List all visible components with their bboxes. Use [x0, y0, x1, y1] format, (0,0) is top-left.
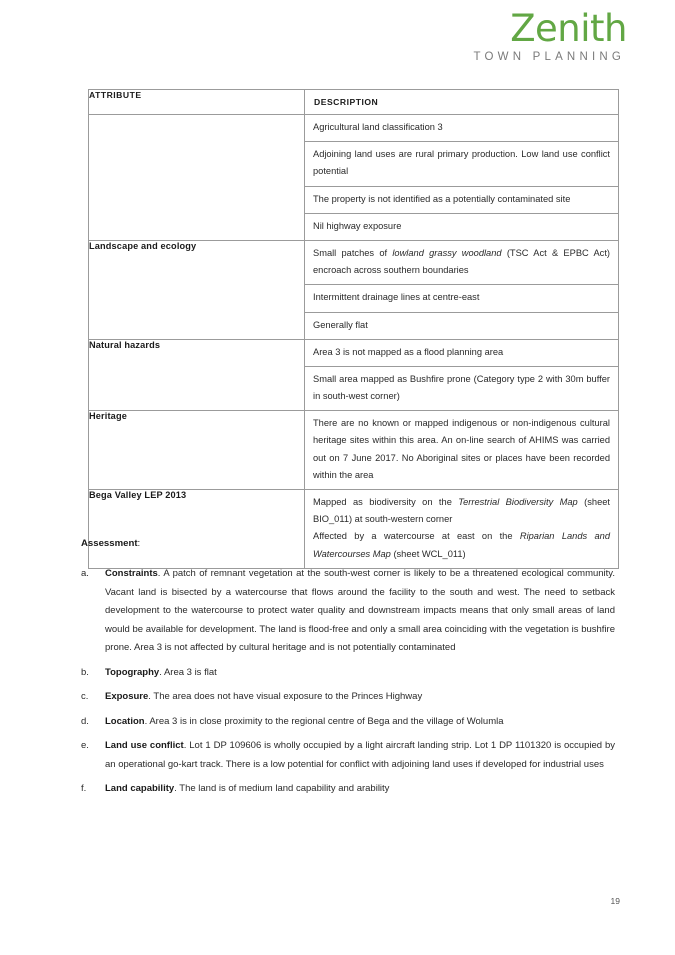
row-attribute-label: Landscape and ecology: [89, 240, 305, 339]
list-item-marker: b.: [81, 666, 89, 678]
table-row: [89, 115, 619, 241]
list-item-text: [105, 565, 615, 658]
list-item-label: Exposure: [105, 691, 149, 703]
list-item-body: . The area does not have visual exposure to the Princes Highway: [148, 691, 423, 703]
description-line: Small area mapped as Bushfire prone (Category type 2 with 30m buffer in south-west corner): [313, 373, 610, 402]
list-item-marker: d.: [81, 715, 89, 727]
row-description-cell: [305, 240, 619, 339]
row-attribute-label: Heritage: [89, 411, 305, 490]
attribute-description-table: [88, 89, 619, 569]
row-description-cell: [305, 411, 619, 490]
list-item-text: [105, 664, 615, 683]
row-attribute-label: Natural hazards: [89, 339, 305, 411]
assessment-heading-colon: :: [137, 538, 141, 549]
description-line: Generally flat: [313, 319, 368, 330]
description-line: There are no known or mapped indigenous or non-indigenous cultural heritage sites within this area. An on-line search of AHIMS was carried out on 7 June 2017. No Aboriginal sites or places have been recorded within the area: [313, 418, 610, 480]
table-row: [89, 339, 619, 411]
brand-logo: [473, 7, 627, 64]
column-header-description: DESCRIPTION: [305, 90, 619, 115]
list-item-label: Topography: [105, 666, 160, 678]
assessment-heading: [81, 538, 140, 549]
description-line: Mapped as biodiversity on the Terrestrial Biodiversity Map (sheet BIO_011) at south-western corner Affected by a watercourse at east on the Riparian Lands and Watercourses Map (sheet WCL_011): [313, 497, 610, 559]
row-description-cell: [305, 115, 619, 241]
assessment-list: [81, 565, 615, 805]
column-header-attribute: ATTRIBUTE: [89, 90, 305, 115]
list-item-body: . The land is of medium land capability and arability: [174, 783, 390, 795]
logo-wordmark: Zenith: [510, 7, 627, 50]
description-line: Intermittent drainage lines at centre-east: [305, 285, 618, 312]
description-line: The property is not identified as a potentially contaminated site: [305, 187, 618, 214]
description-line: Nil highway exposure: [313, 220, 402, 231]
description-line: Small patches of lowland grassy woodland (TSC Act & EPBC Act) encroach across southern boundaries: [305, 241, 618, 285]
list-item-label: Constraints: [105, 568, 158, 579]
page-number: 19: [610, 896, 620, 906]
list-item: [81, 780, 615, 799]
list-item-marker: e.: [81, 740, 89, 752]
list-item: [81, 688, 615, 707]
row-attribute-label: [89, 115, 305, 241]
list-item-label: Location: [105, 715, 145, 727]
list-item-text: [105, 737, 615, 774]
table-header-row: [89, 90, 619, 115]
logo-tagline: TOWN PLANNING: [473, 51, 625, 63]
list-item: [81, 737, 615, 774]
row-attribute-label: Bega Valley LEP 2013: [89, 490, 305, 569]
table-row: [89, 411, 619, 490]
description-line: Agricultural land classification 3: [305, 115, 618, 142]
list-item-marker: f.: [81, 783, 87, 795]
list-item-body: . Area 3 is in close proximity to the regional centre of Bega and the village of Wolumla: [144, 715, 504, 727]
list-item: [81, 565, 615, 658]
row-description-cell: [305, 490, 619, 569]
list-item-body: . Area 3 is flat: [159, 666, 217, 678]
table-body: [89, 90, 619, 569]
row-description-cell: [305, 339, 619, 411]
list-item: [81, 664, 615, 683]
list-item-label: Land capability: [105, 783, 175, 795]
list-item-text: [105, 780, 615, 799]
list-item: [81, 713, 615, 732]
list-item-text: [105, 688, 615, 707]
list-item-label: Land use conflict: [105, 740, 184, 752]
list-item-marker: a.: [81, 568, 89, 579]
list-item-text: [105, 713, 615, 732]
table-row: [89, 490, 619, 569]
assessment-heading-bold: Assessment: [81, 538, 138, 549]
list-item-body: . Lot 1 DP 109606 is wholly occupied by a light aircraft landing strip. Lot 1 DP 1101320 is occupied by an operational go-kart track. There is a low potential for conflict with adjoining land uses if developed for industrial uses: [105, 740, 615, 770]
list-item-body: . A patch of remnant vegetation at the south-west corner is likely to be a threatened ecological community. Vacant land is bisected by a watercourse that flows around the facility to the south and west. The need to setback development to the watercourse to protect water quality and downstream impacts means that only small areas of land would be available for development. The land is flood-free and only a small area coinciding with the vegetation is bushfire prone. Area 3 is not affected by cultural heritage and is not potentially contaminated: [105, 568, 615, 654]
table-row: [89, 240, 619, 339]
description-line: Area 3 is not mapped as a flood planning area: [305, 340, 618, 367]
list-item-marker: c.: [81, 691, 89, 703]
description-line: Adjoining land uses are rural primary production. Low land use conflict potential: [305, 142, 618, 186]
